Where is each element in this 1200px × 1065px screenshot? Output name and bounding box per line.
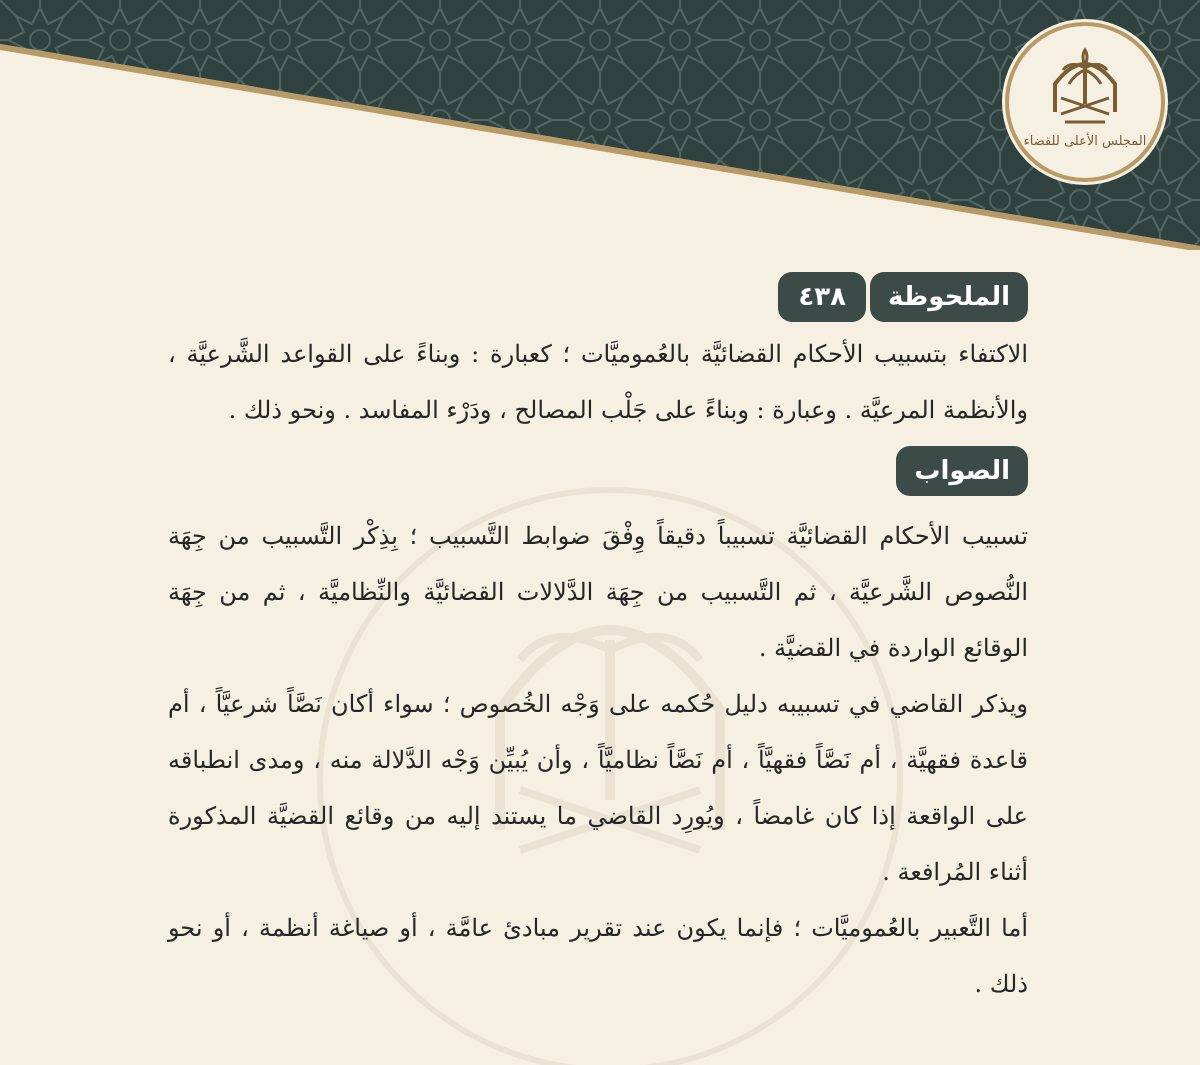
note-text: الاكتفاء بتسبيب الأحكام القضائيَّة بالعُموميَّات ؛ كعبارة : وبناءً على القواعد الشَّرعيَّة ، والأنظمة المرعيَّة . وعبارة : وبناءً على جَلْب المصالح ، ودَرْء المفاسد . ونحو ذلك .: [168, 340, 1028, 424]
correction-paragraph: ويذكر القاضي في تسبيبه دليل حُكمه على وَجْه الخُصوص ؛ سواء أكان نَصَّاً شرعيَّاً ، أم قاعدة فقهيَّة ، أم نَصَّاً فقهيَّاً ، أم نَصَّاً نظاميَّاً ، وأن يُبيِّن وَجْه الدَّلالة منه ، ومدى انطباقه على الواقعة إذا كان غامضاً ، ويُورِد القاضي ما يستند إليه من وقائع القضيَّة المذكورة أثناء المُرافعة .: [168, 690, 1028, 886]
council-logo: [1005, 22, 1165, 182]
logo-text: المجلس الأعلى للقضاء: [1023, 134, 1147, 149]
note-label: الملحوظة: [870, 272, 1028, 322]
palm-swords-icon: [1009, 26, 1161, 178]
note-number: ٤٣٨: [778, 272, 866, 322]
correction-label: الصواب: [896, 446, 1028, 496]
note-header: [168, 268, 1028, 326]
correction-header: [168, 442, 1028, 500]
correction-paragraph: تسبيب الأحكام القضائيَّة تسبيباً دقيقاً وِفْقَ ضوابط التَّسبيب ؛ بِذِكْر التَّسبيب من جِهَة النُّصوص الشَّرعيَّة ، ثم التَّسبيب من جِهَة الدَّلالات القضائيَّة والنِّظاميَّة ، ثم من جِهَة الوقائع الواردة في القضيَّة .: [168, 522, 1028, 662]
correction-paragraph: أما التَّعبير بالعُموميَّات ؛ فإنما يكون عند تقرير مبادئ عامَّة ، أو صياغة أنظمة ، أو نحو ذلك .: [168, 914, 1028, 998]
document-body: [168, 268, 1028, 1012]
